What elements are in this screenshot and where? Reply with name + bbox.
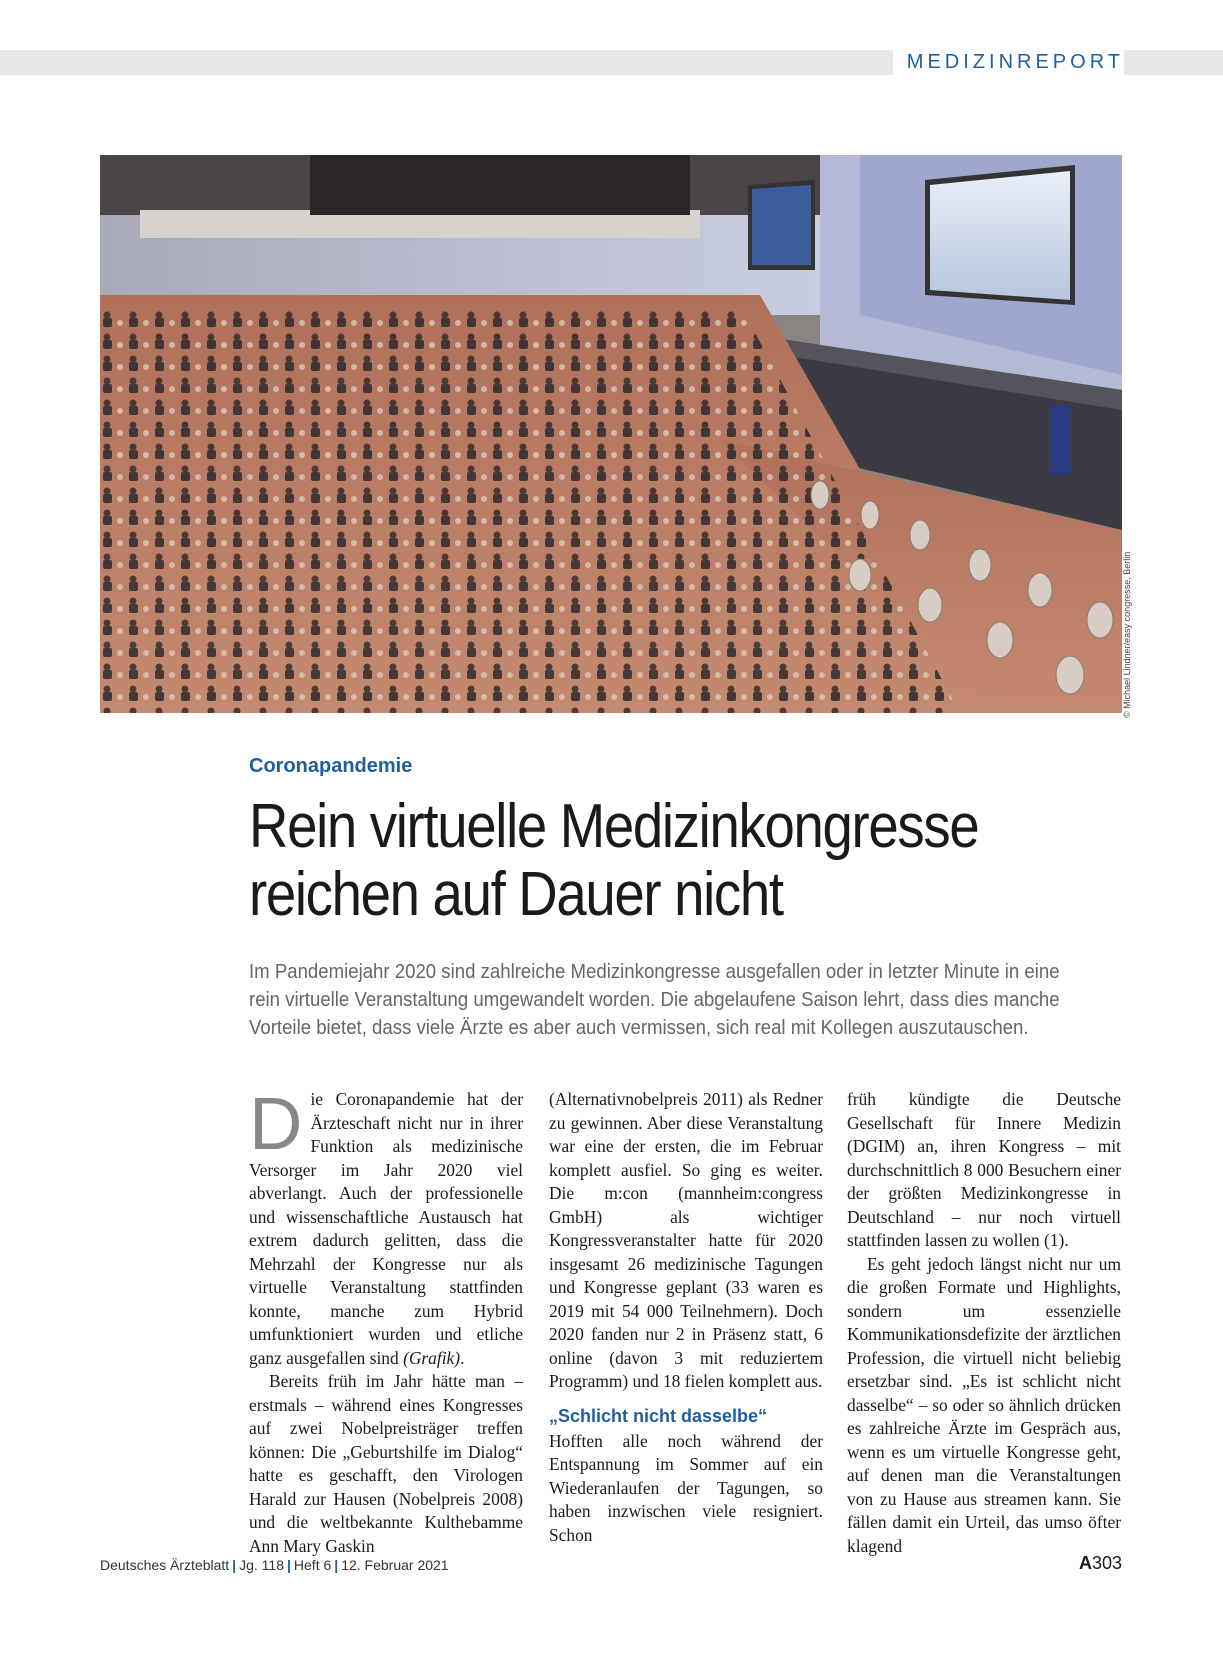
figure-reference: (Grafik) bbox=[403, 1347, 461, 1368]
conference-hall-photo bbox=[100, 155, 1122, 713]
body-paragraph: Hofften alle noch während der Entspannung im Sommer auf ein Wiederanlaufen der Tagungen, so haben inzwischen viele resigniert. Schon bbox=[549, 1430, 823, 1545]
journal-name: Deutsches Ärzteblatt bbox=[100, 1557, 230, 1573]
subheading: „Schlicht nicht dasselbe“ bbox=[549, 1405, 768, 1426]
body-column-2 bbox=[549, 1088, 823, 1547]
body-column-1 bbox=[249, 1082, 523, 1558]
page-prefix: A bbox=[1078, 1553, 1092, 1573]
section-label: MEDIZINREPORT bbox=[893, 50, 1124, 75]
drop-cap: D bbox=[249, 1082, 303, 1165]
body-paragraph: Es geht jedoch längst nicht nur um die großen Formate und Highlights, sondern um essenzielle Kommunikationsdefizite der ärztlichen Profession, die virtuell nicht beliebig ersetzbar sind. „Es ist schlicht nicht dasselbe“ – so oder so ähnlich drücken es zahlreiche Ärzte im Gespräch aus, wenn es um virtuelle Kongresse geht, auf denen man die Veranstaltungen von zu Hause aus streamen kann. Sie fällen damit ein Urteil, das umso öfter klagend bbox=[847, 1253, 1121, 1556]
body-paragraph: ie Coronapandemie hat der Ärzteschaft nicht nur in ihrer Funktion als medizinische Versorger im Jahr 2020 viel abverlangt. Auch der professionelle und wissenschaftliche Austausch hat extrem dadurch gelitten, dass die Mehrzahl der Kongresse nur als virtuelle Veranstaltung stattfinden konnte, manche zum Hybrid umfunktioniert wurden und etliche ganz ausgefallen sind bbox=[249, 1089, 523, 1368]
body-paragraph: Bereits früh im Jahr hätte man – erstmals – während eines Kongresses auf zwei Nobelpreisträger treffen können: Die „Geburtshilfe im Dialog“ hatte es geschafft, den Virologen Harald zur Hausen (Nobelpreis 2008) und die weltbekannte Kulthebamme Ann Mary Gaskin bbox=[249, 1371, 523, 1556]
headline-line-1: Rein virtuelle Medizinkongresse bbox=[249, 792, 979, 861]
journal-volume: Jg. 118 bbox=[239, 1557, 284, 1573]
page-number-value: 303 bbox=[1091, 1553, 1122, 1573]
body-paragraph: (Alternativnobelpreis 2011) als Redner zu gewinnen. Aber diese Veranstaltung war eine der ersten, die im Februar komplett ausfiel. So ging es weiter. Die m:con (mannheim:congress GmbH) als wichtiger Kongressveranstalter hatte für 2020 insgesamt 26 medizinische Tagungen und Kongresse geplant (33 waren es 2019 mit 54 000 Teilnehmern). Doch 2020 fanden nur 2 in Präsenz statt, 6 online (davon 3 mit reduziertem Programm) und 18 fielen komplett aus. bbox=[549, 1089, 823, 1391]
footer-citation: Deutsches Ärzteblatt | Jg. 118 | Heft 6 | 12. Februar 2021 bbox=[100, 1557, 449, 1573]
body-punctuation: . bbox=[460, 1347, 465, 1368]
headline-line-2: reichen auf Dauer nicht bbox=[249, 860, 783, 929]
body-paragraph: früh kündigte die Deutsche Gesellschaft für Innere Medizin (DGIM) an, ihren Kongress – mit durchschnittlich 8 000 Besuchern einer der größten Medizinkongresse in Deutschland – nur noch virtuell stattfinden lassen zu wollen (1). bbox=[847, 1089, 1121, 1250]
body-column-3 bbox=[847, 1088, 1121, 1558]
photo-credit: © Michael Lindner/easy congresse, Berlin bbox=[1122, 551, 1132, 718]
article-lead: Im Pandemiejahr 2020 sind zahlreiche Medizinkongresse ausgefallen oder in letzter Minute in eine rein virtuelle Veranstaltung umgewandelt worden. Die abgelaufene Saison lehrt, dass dies manche Vorteile bietet, dass viele Ärzte es aber auch vermissen, sich real mit Kollegen auszutauschen. bbox=[249, 961, 1060, 1039]
article-kicker: Coronapandemie bbox=[249, 755, 413, 777]
issue-date: 12. Februar 2021 bbox=[341, 1557, 449, 1573]
journal-issue: Heft 6 bbox=[293, 1557, 332, 1573]
article-headline bbox=[249, 793, 1041, 929]
page-number bbox=[1079, 1553, 1122, 1574]
